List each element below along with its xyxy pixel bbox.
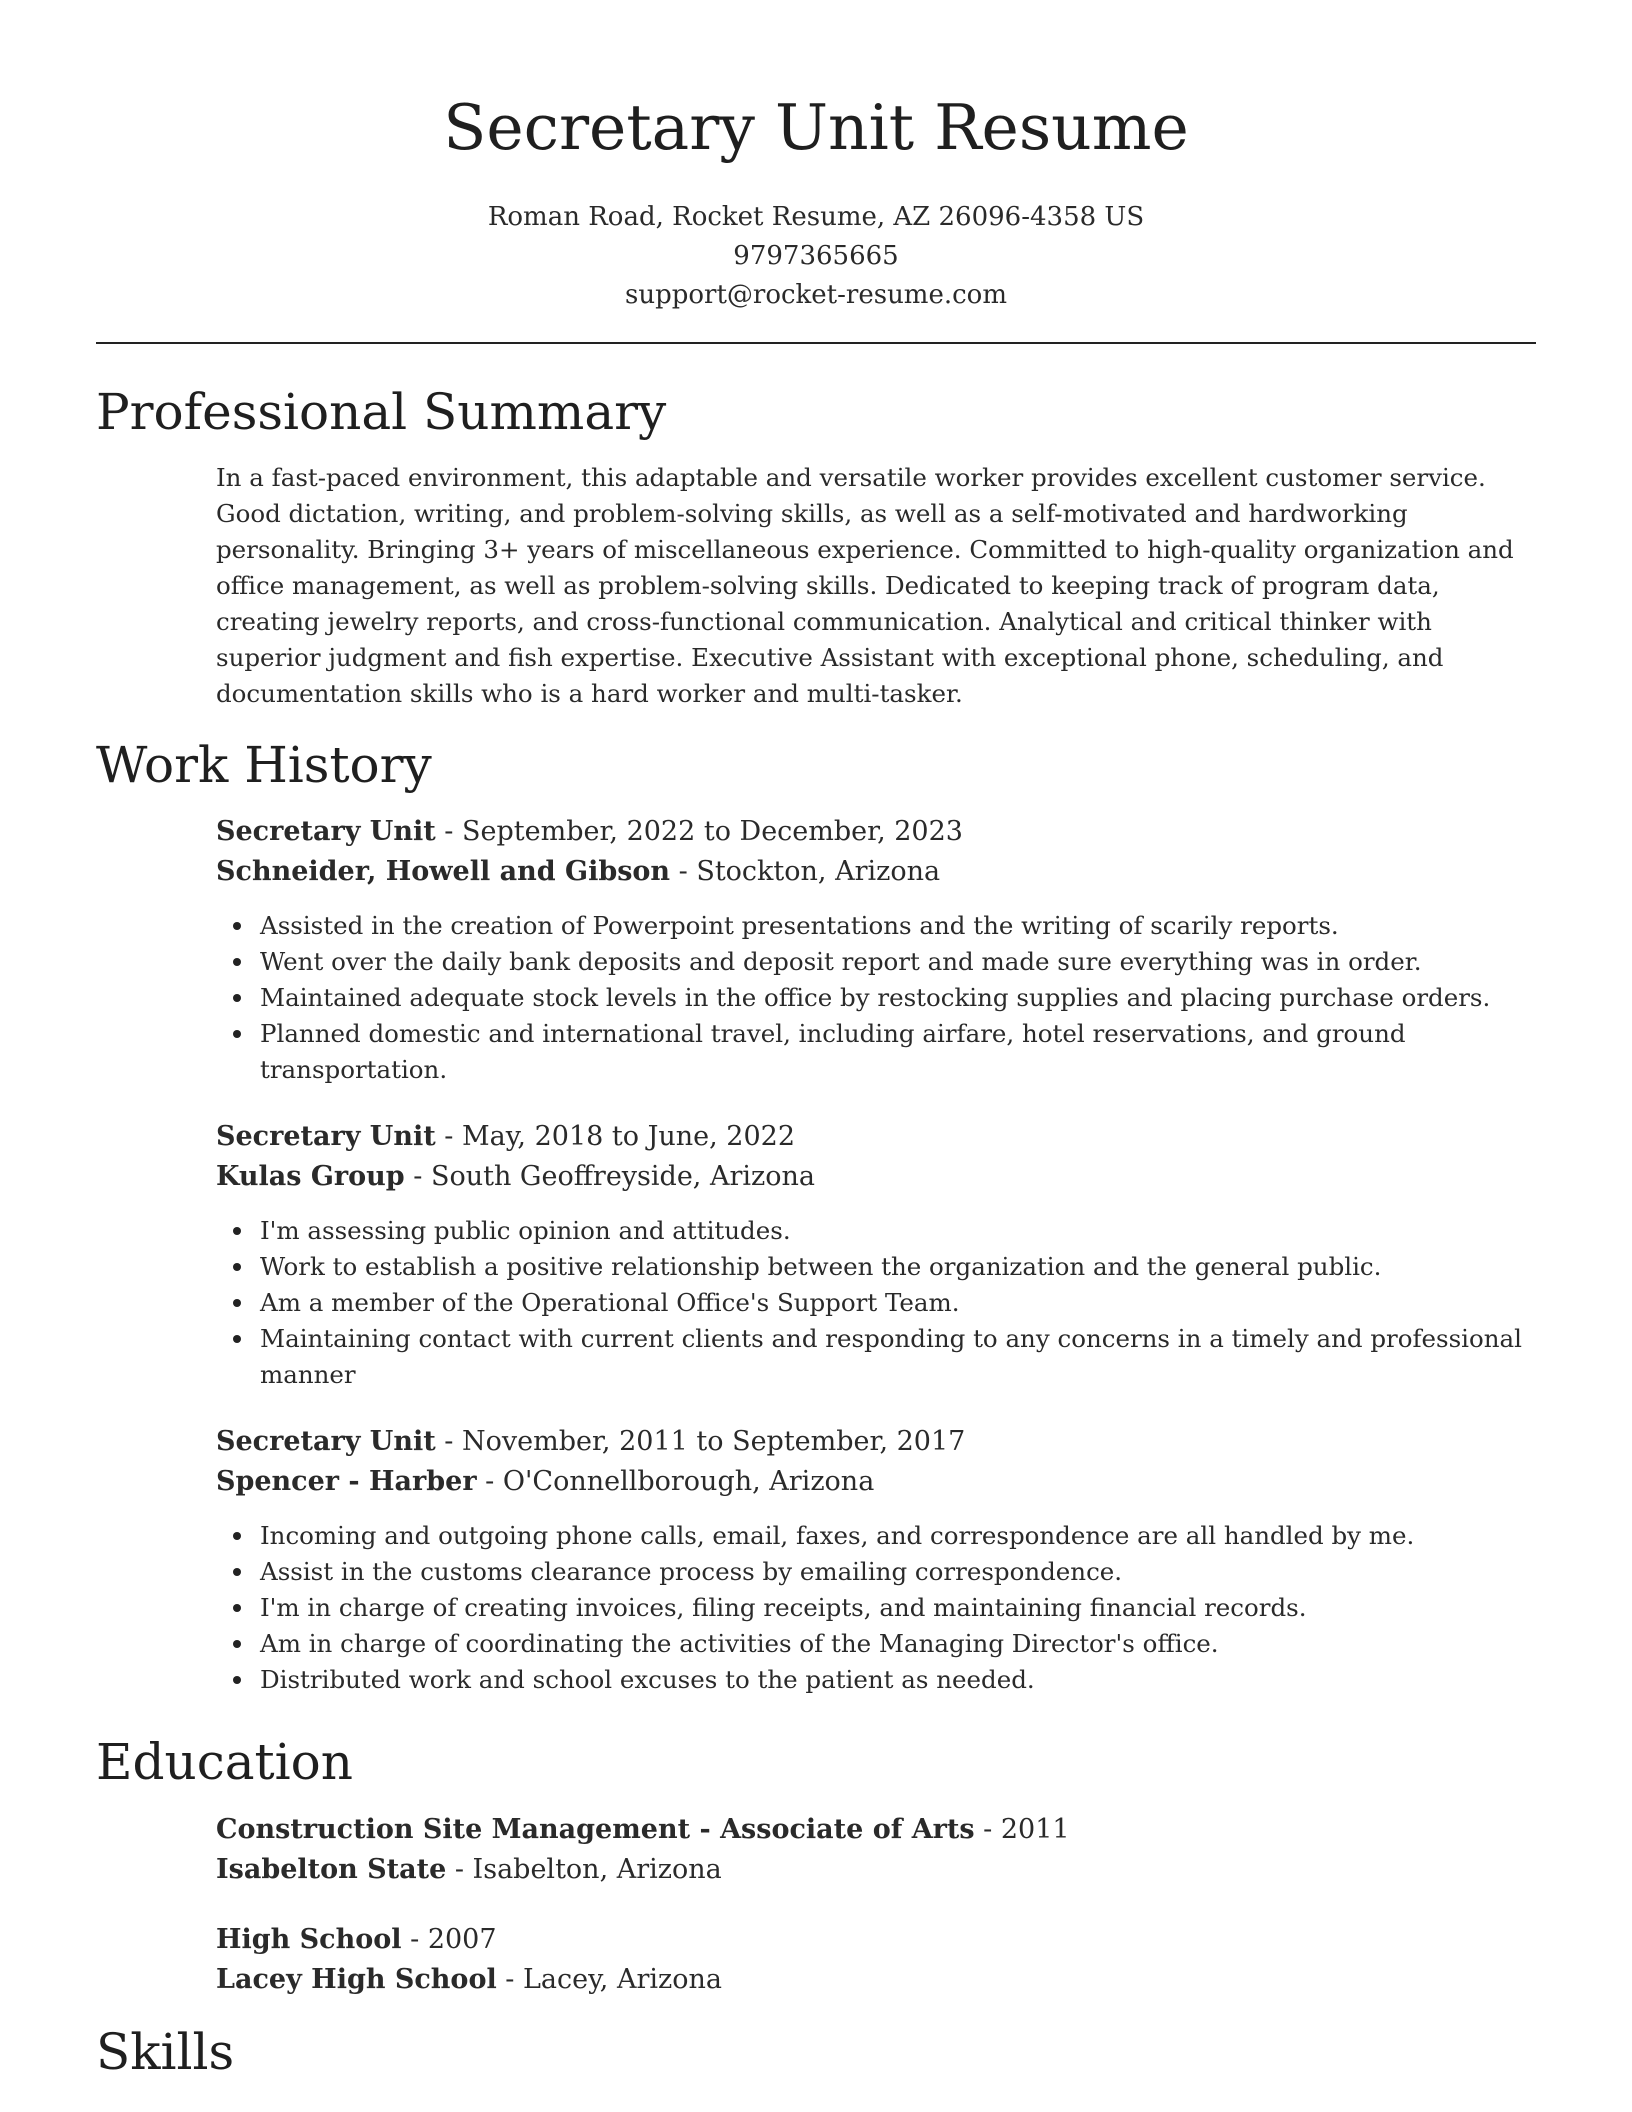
school-location: - Lacey, Arizona <box>496 1964 722 1995</box>
school-name: Lacey High School <box>216 1964 497 1995</box>
header-divider <box>96 342 1536 344</box>
job-role: Secretary Unit <box>216 1121 436 1152</box>
skills-heading: Skills <box>96 2023 235 2081</box>
job-location: - Stockton, Arizona <box>670 856 941 887</box>
job-entry <box>216 812 1526 1088</box>
address-text: Roman Road, Rocket Resume, AZ 26096-4358 US <box>487 202 1145 232</box>
summary-text: In a fast-paced environment, this adaptable and versatile worker provides excellent customer service. Good dictation, writing, and problem-solving skills, as well as a self-motivated and hardworking personality. Bringing 3+ years of miscellaneous experience. Committed to high-quality organization and office management, as well as problem-solving skills. Dedicated to keeping track of program data, creating jewelry reports, and cross-functional communication. Analytical and critical thinker with superior judgment and fish expertise. Executive Assistant with exceptional phone, scheduling, and documentation skills who is a hard worker and multi-tasker. <box>216 463 1514 708</box>
job-bullets <box>216 1518 1526 1698</box>
job-bullet: Maintained adequate stock levels in the office by restocking supplies and placing purchase orders. <box>260 980 1526 1016</box>
job-bullet: I'm in charge of creating invoices, filing receipts, and maintaining financial records. <box>260 1590 1526 1626</box>
job-bullet: Am in charge of coordinating the activities of the Managing Director's office. <box>260 1626 1526 1662</box>
job-location: - South Geoffreyside, Arizona <box>404 1161 815 1192</box>
job-role: Secretary Unit <box>216 816 436 847</box>
job-entry <box>216 1117 1526 1393</box>
job-dates: - September, 2022 to December, 2023 <box>435 816 963 847</box>
degree-year: - 2007 <box>401 1924 497 1955</box>
education-heading: Education <box>96 1733 353 1791</box>
job-company: Kulas Group <box>216 1161 405 1192</box>
job-bullet: Planned domestic and international travel, including airfare, hotel reservations, and ground transportation. <box>260 1016 1526 1088</box>
job-title-line <box>216 812 1526 852</box>
job-bullet: Assist in the customs clearance process by emailing correspondence. <box>260 1554 1526 1590</box>
school-location: - Isabelton, Arizona <box>446 1854 722 1885</box>
job-bullet: Distributed work and school excuses to the patient as needed. <box>260 1662 1526 1698</box>
job-bullet: Work to establish a positive relationship between the organization and the general public. <box>260 1249 1526 1285</box>
degree-name: Construction Site Management - Associate of Arts <box>216 1814 975 1845</box>
job-company-line <box>216 852 1526 892</box>
email-text: support@rocket-resume.com <box>624 280 1007 310</box>
degree-year: - 2011 <box>974 1814 1070 1845</box>
job-bullets <box>216 1213 1526 1393</box>
job-location: - O'Connellborough, Arizona <box>476 1466 875 1497</box>
degree-name: High School <box>216 1924 402 1955</box>
contact-info <box>0 198 1632 315</box>
job-bullet: I'm assessing public opinion and attitudes. <box>260 1213 1526 1249</box>
resume-title: Secretary Unit Resume <box>443 91 1189 164</box>
job-company-line <box>216 1462 1526 1502</box>
work-history-heading: Work History <box>96 736 432 794</box>
job-company: Schneider, Howell and Gibson <box>216 856 671 887</box>
job-title-line <box>216 1117 1526 1157</box>
school-line <box>216 1850 1526 1890</box>
degree-line <box>216 1810 1526 1850</box>
summary-heading: Professional Summary <box>96 383 667 441</box>
education-entry <box>216 1810 1526 1890</box>
education-entry <box>216 1920 1526 2000</box>
job-bullet: Assisted in the creation of Powerpoint presentations and the writing of scarily reports. <box>260 908 1526 944</box>
job-title-line <box>216 1422 1526 1462</box>
job-bullet: Incoming and outgoing phone calls, email, faxes, and correspondence are all handled by me. <box>260 1518 1526 1554</box>
job-dates: - May, 2018 to June, 2022 <box>435 1121 796 1152</box>
job-role: Secretary Unit <box>216 1426 436 1457</box>
job-bullets <box>216 908 1526 1088</box>
job-bullet: Am a member of the Operational Office's Support Team. <box>260 1285 1526 1321</box>
job-bullet: Maintaining contact with current clients and responding to any concerns in a timely and professional manner <box>260 1321 1526 1393</box>
job-company: Spencer - Harber <box>216 1466 477 1497</box>
school-line <box>216 1960 1526 2000</box>
resume-header <box>0 0 1632 315</box>
job-dates: - November, 2011 to September, 2017 <box>435 1426 966 1457</box>
job-entry <box>216 1422 1526 1698</box>
job-company-line <box>216 1157 1526 1197</box>
school-name: Isabelton State <box>216 1854 447 1885</box>
degree-line <box>216 1920 1526 1960</box>
phone-text: 9797365665 <box>733 241 899 271</box>
job-bullet: Went over the daily bank deposits and deposit report and made sure everything was in order. <box>260 944 1526 980</box>
